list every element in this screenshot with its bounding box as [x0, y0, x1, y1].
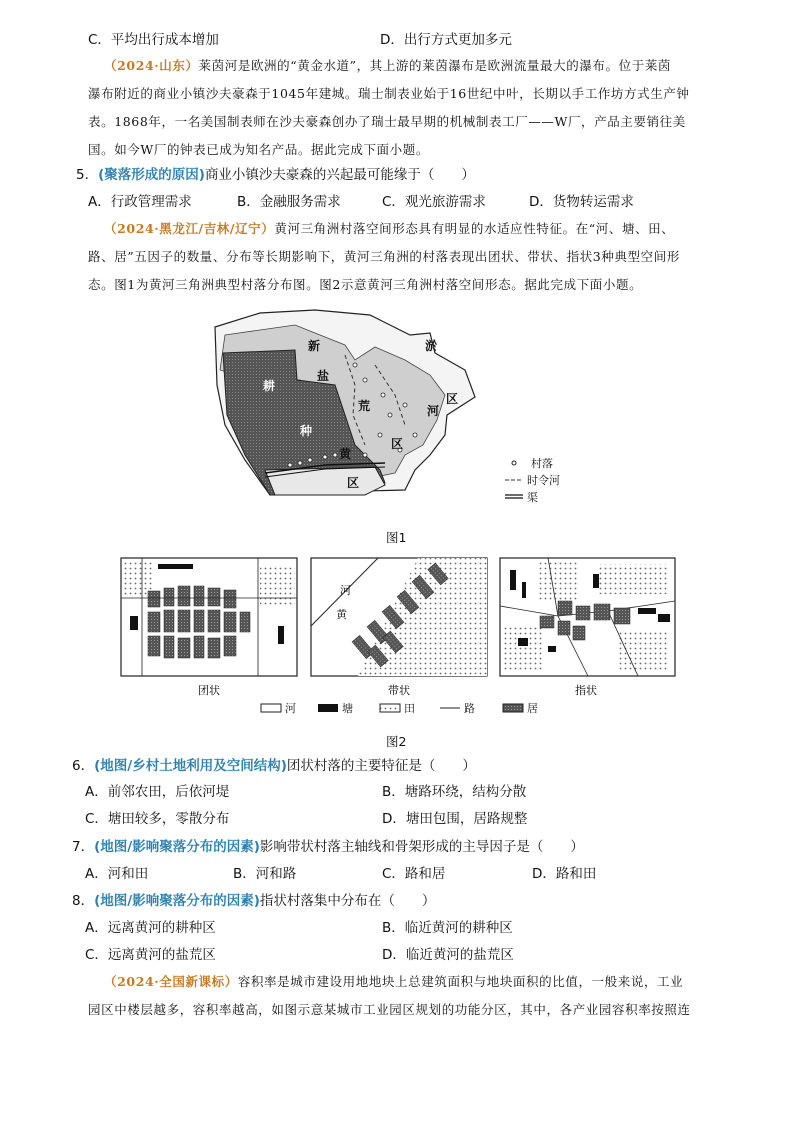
question-6-stem: 6．(地图/乡村土地利用及空间结构)团状村落的主要特征是（ ）: [72, 758, 476, 774]
map-label: 荒: [358, 399, 371, 413]
option-c: C．远离黄河的盐荒区: [85, 947, 216, 963]
passage-2-line-1: （2024·黑龙江/吉林/辽宁）黄河三角洲村落空间形态具有明显的水适应性特征。在“河、塘、田、: [104, 221, 675, 236]
legend-canal: 渠: [527, 491, 538, 504]
passage-1-line-3: 表。1868年，一名美国制表师在沙夫豪森创办了瑞士最早期的机械制表工厂——W厂，产品主要销往美: [88, 114, 686, 129]
map-label: 黄: [339, 447, 352, 461]
option-d: D．塘田包围，居路规整: [382, 811, 528, 827]
option-d: D．路和田: [532, 866, 597, 882]
option-c: C．路和居: [382, 866, 446, 882]
passage-1-line-4: 国。如今W厂的钟表已成为知名产品。据此完成下面小题。: [88, 142, 429, 157]
option-a: A．远离黄河的耕种区: [85, 920, 216, 936]
passage-1-line-1: （2024·山东）莱茵河是欧洲的“黄金水道”，其上游的莱茵瀑布是欧洲流量最大的瀑布。位于莱茵: [104, 58, 672, 73]
figure-1-caption: 图1: [386, 530, 407, 545]
map-label: 盐: [317, 369, 330, 383]
band-label-huang: 黄: [336, 608, 347, 621]
option-b: B．临近黄河的耕种区: [382, 920, 513, 936]
option-d: D．临近黄河的盐荒区: [382, 947, 514, 963]
passage-3-line-2: 园区中楼层越多，容积率越高，如图示意某城市工业园区规划的功能分区，其中，各产业园容积率按照连: [88, 1002, 691, 1017]
question-tag: (地图/影响聚落分布的因素): [94, 893, 260, 909]
passage-1-line-2: 瀑布附近的商业小镇沙夫豪森于1045年建城。瑞士制表业始于16世纪中叶，长期以手工作坊方式生产钟: [88, 86, 690, 101]
option-d: D．货物转运需求: [529, 194, 634, 210]
panel-label-cluster: 团状: [198, 684, 220, 697]
map-label: 新: [308, 339, 321, 353]
map-label: 区: [391, 437, 404, 451]
map-label: 区: [446, 392, 459, 406]
option-a: A．前邻农田，后依河堤: [85, 784, 230, 800]
source-tag: （2024·山东）: [104, 58, 199, 73]
option-d: D．出行方式更加多元: [380, 32, 512, 48]
option-c: C．平均出行成本增加: [88, 32, 219, 48]
band-label-he: 河: [340, 584, 351, 597]
legend-pond: 塘: [342, 702, 353, 715]
legend-village: 村落: [531, 457, 553, 470]
passage-2-line-3: 态。图1为黄河三角洲典型村落分布图。图2示意黄河三角洲村落空间形态。据此完成下面小题。: [88, 277, 643, 292]
option-b: B．金融服务需求: [237, 194, 341, 210]
question-tag: (聚落形成的原因): [98, 167, 205, 183]
map-label: 耕: [263, 379, 276, 393]
map-label: 区: [347, 476, 360, 490]
panel-label-finger: 指状: [575, 684, 597, 697]
legend-field: 田: [404, 702, 415, 715]
question-7-stem: 7．(地图/影响聚落分布的因素)影响带状村落主轴线和骨架形成的主导因子是（ ）: [72, 839, 584, 855]
passage-3-line-1: （2024·全国新课标）容积率是城市建设用地地块上总建筑面积与地块面积的比值，一般来说，工业: [104, 974, 684, 989]
legend-river: 河: [285, 702, 296, 715]
option-b: B．塘路环绕，结构分散: [382, 784, 527, 800]
figure-2-village-forms: [118, 556, 678, 718]
option-c: C．观光旅游需求: [382, 194, 486, 210]
figure-2-caption: 图2: [386, 734, 407, 749]
map-label: 种: [300, 424, 313, 438]
question-8-stem: 8．(地图/影响聚落分布的因素)指状村落集中分布在（ ）: [72, 893, 436, 909]
source-tag: （2024·黑龙江/吉林/辽宁）: [104, 221, 275, 236]
question-tag: (地图/乡村土地利用及空间结构): [94, 758, 287, 774]
question-5-stem: 5．(聚落形成的原因)商业小镇沙夫豪森的兴起最可能缘于（ ）: [76, 167, 475, 183]
map-label: 淤: [425, 339, 438, 353]
figure-1-map: [205, 305, 595, 515]
map-label: 河: [427, 404, 440, 418]
panel-label-band: 带状: [388, 684, 410, 697]
option-c: C．塘田较多，零散分布: [85, 811, 230, 827]
legend-seasonal-river: 时令河: [527, 474, 560, 487]
legend-road: 路: [464, 702, 475, 715]
question-tag: (地图/影响聚落分布的因素): [94, 839, 260, 855]
passage-2-line-2: 路、居”五因子的数量、分布等长期影响下，黄河三角洲的村落表现出团状、带状、指状3种典型空间形: [88, 249, 680, 264]
option-a: A．行政管理需求: [88, 194, 192, 210]
option-b: B．河和路: [233, 866, 297, 882]
option-a: A．河和田: [85, 866, 149, 882]
source-tag: （2024·全国新课标）: [104, 974, 238, 989]
legend-house: 居: [527, 702, 538, 715]
